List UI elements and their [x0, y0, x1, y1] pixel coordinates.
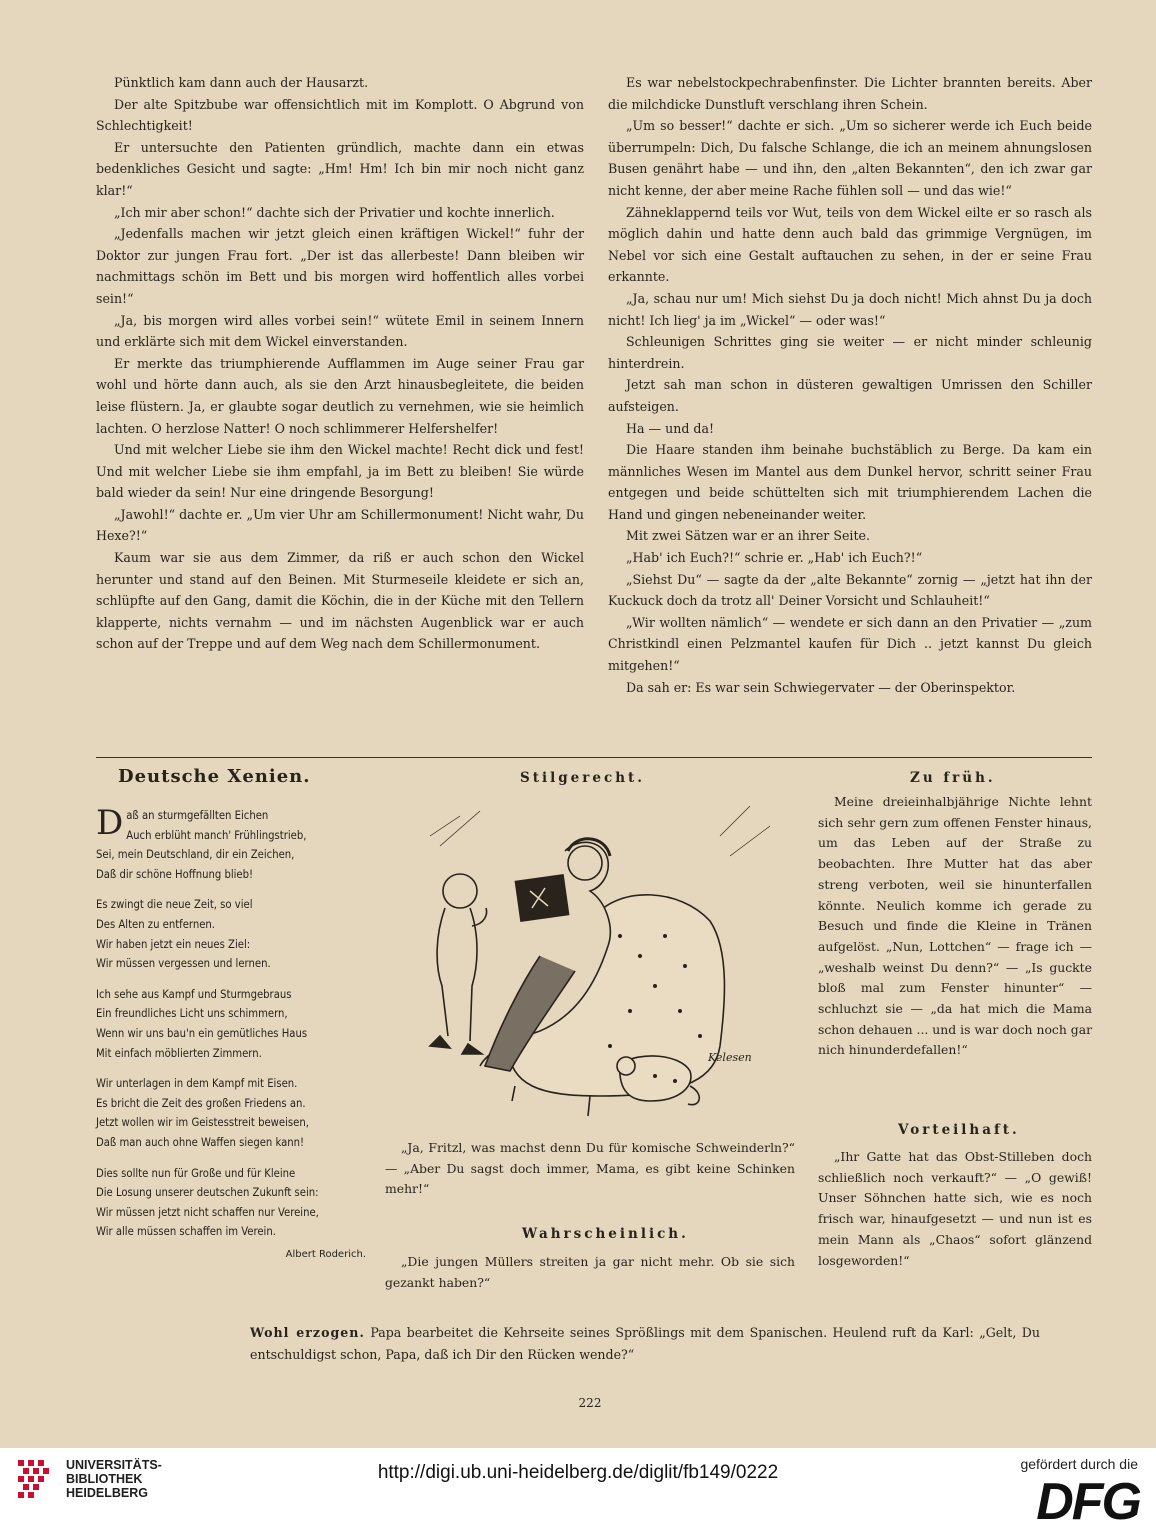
slate-board [515, 875, 568, 921]
wohl-erzogen-text: Papa bearbeitet die Kehrseite seines Sprößlings mit dem Spanischen. Heulend ruft da Karl: „Gelt, Du entschuldigst schon, Papa, daß ich Dir den Rücken wende?“ [250, 1325, 1040, 1362]
xenien-stanza [96, 1074, 366, 1152]
xenien-line: Auch erblüht manch' Frühlingstrieb, [126, 828, 307, 842]
xenien-stanzas [96, 803, 366, 1242]
story-paragraph: „Jawohl!“ dachte er. „Um vier Uhr am Schillermonument! Nicht wahr, Du Hexe?!“ [96, 506, 584, 544]
zu-frueh-text: Meine dreieinhalbjährige Nichte lehnt sich sehr gern zum offenen Fenster hinaus, um das Leben auf der Straße zu beobachten. Ihre Mutter hat das aber streng verboten, weil sie hinunterfallen könnte. Neulich komme ich gerade zu Besuch und finde die Kleine in Tränen aufgelöst. „Nun, Lottchen“ — frage ich — „weshalb weinst Du denn?“ — „Is guckte bloß mal zum Fenster hinunter“ — schluchzt sie — „da hat mich die Mama schon dehauen ... und is war doch noch gar nich hinunderdefallen!“ [818, 794, 1093, 1058]
wahrscheinlich-text: „Die jungen Müllers streiten ja gar nicht mehr. Ob sie sich gezankt haben?“ [385, 1254, 795, 1290]
xenien-title: Deutsche Xenien. [118, 766, 311, 787]
stilgerecht-caption: „Ja, Fritzl, was machst denn Du für komische Schweinderln?“ — „Aber Du sagst doch immer, Mama, es gibt keine Schinken mehr!“ [385, 1140, 795, 1197]
xenien-line: Ein freundliches Licht uns schimmern, [96, 1007, 288, 1021]
xenien-line: Sei, mein Deutschland, dir ein Zeichen, [96, 848, 295, 862]
story-paragraph: Es war nebelstockpechrabenfinster. Die Lichter brannten bereits. Aber die milchdicke Dunstluft verschlang ihren Schein. [608, 75, 1092, 112]
story-paragraph: Kaum war sie aus dem Zimmer, da riß er auch schon den Wickel herunter und stand auf den Beinen. Mit Sturmeseile kleidete er sich an, schlüpfte auf den Gang, damit die Köchin, die in der Küche mit den Tellern klapperte, nichts vernahm — und im nächsten Augenblick war er auch schon auf der Treppe und auf dem Weg nach dem Schillermonument. [96, 550, 584, 652]
xenien-line: Wir müssen vergessen und lernen. [96, 957, 271, 971]
story-paragraph: „Um so besser!“ dachte er sich. „Um so sicherer werde ich Euch beide überrumpeln: Dich, Du falsche Schlange, die ich an meinem ahnungslosen Busen genährt habe — und ihn, den „alten Bekannten“, den ich zwar gar nicht kenne, der aber meine Rache fühlen soll — und das wie!“ [608, 118, 1092, 198]
xenien-line: Wir unterlagen in dem Kampf mit Eisen. [96, 1077, 298, 1091]
child-figure [443, 874, 477, 908]
xenien-line: Ich sehe aus Kampf und Sturmgebraus [96, 987, 292, 1001]
xenien-stanza [96, 985, 366, 1063]
story-column-right [608, 72, 1092, 698]
digitization-footer [0, 1448, 1156, 1536]
xenien-stanza [96, 895, 366, 973]
story-paragraph: „Wir wollten nämlich“ — wendete er sich dann an den Privatier — „zum Christkindl einen Pelzmantel kaufen für Dich .. jetzt kannst Du gleich mitgehen!“ [608, 614, 1092, 674]
story-paragraph: Zähneklappernd teils vor Wut, teils von dem Wickel eilte er so rasch als möglich dahin und hatte denn auch bald das grimmige Vergnügen, im Nebel vor sich eine Gestalt auftauchen zu sehen, in der er seine Frau erkannte. [608, 204, 1092, 285]
story-paragraph: Schleunigen Schrittes ging sie weiter — er nicht minder schleunig hinterdrein. [608, 334, 1092, 371]
funding-label: gefördert durch die [1020, 1456, 1138, 1472]
story-paragraph: Der alte Spitzbube war offensichtlich mit im Komplott. O Abgrund von Schlechtigkeit! [96, 96, 584, 134]
xenien-line: Daß man auch ohne Waffen siegen kann! [96, 1135, 305, 1149]
story-paragraph: Pünktlich kam dann auch der Hausarzt. [114, 75, 369, 90]
section-divider [96, 757, 1092, 758]
xenien-stanza [96, 1164, 366, 1242]
story-paragraph: „Ja, bis morgen wird alles vorbei sein!“ wütete Emil in seinem Innern und erklärte sich mit dem Wickel einverstanden. [96, 312, 584, 350]
xenien-line: Wenn wir uns bau'n ein gemütliches Haus [96, 1026, 308, 1040]
xenien-line: Wir alle müssen schaffen im Verein. [96, 1225, 276, 1239]
story-paragraph: Die Haare standen ihm beinahe buchstäblich zu Berge. Da kam ein männliches Wesen im Mantel aus dem Dunkel hervor, schritt seiner Frau entgegen und beide schüttelten sich mit triumphierendem Lachen die Hand und gingen nebeneinander weiter. [608, 442, 1092, 522]
xenien-line: Es zwingt die neue Zeit, so viel [96, 898, 253, 912]
source-url-link[interactable]: http://digi.ub.uni-heidelberg.de/diglit/fb149/0222 [377, 1462, 779, 1483]
xenien-line: Die Losung unserer deutschen Zukunft sein: [96, 1186, 319, 1200]
xenien-poem [96, 803, 366, 1260]
xenien-line: Mit einfach möblierten Zimmern. [96, 1046, 262, 1060]
xenien-line: Wir müssen jetzt nicht schaffen nur Vereine, [96, 1205, 319, 1219]
xenien-line: aß an sturmgefällten Eichen [126, 809, 269, 822]
story-paragraph: „Siehst Du“ — sagte da der „alte Bekannte“ zornig — „jetzt hat ihn der Kuckuck doch da trotz all' Deiner Vorsicht und Schlauheit!“ [608, 571, 1092, 609]
vorteilhaft-title: Vorteilhaft. [898, 1122, 1020, 1138]
story-paragraph: „Jedenfalls machen wir jetzt gleich einen kräftigen Wickel!“ fuhr der Doktor zur jungen Frau fort. „Der ist das allerbeste! Dann bleiben wir nachmittags schön im Bett und bis morgen wird hoffentlich alles vorbei sein!“ [96, 226, 584, 306]
story-paragraph: „Ich mir aber schon!“ dachte sich der Privatier und kochte innerlich. [114, 204, 555, 220]
story-paragraph: „Ja, schau nur um! Mich siehst Du ja doch nicht! Mich ahnst Du ja doch nicht! Ich lieg' ja im „Wickel“ — oder was!“ [608, 290, 1092, 328]
story-paragraph: Ha — und da! [626, 420, 715, 436]
library-name: UNIVERSITÄTS- BIBLIOTHEK HEIDELBERG [66, 1458, 162, 1500]
wohl-erzogen-anecdote [250, 1322, 1040, 1365]
artist-signature: Kelesen [708, 1051, 752, 1064]
zu-frueh-title: Zu früh. [910, 770, 996, 786]
wahrscheinlich-title: Wahrscheinlich. [522, 1226, 689, 1242]
stilgerecht-title: Stilgerecht. [520, 770, 645, 786]
page-number: 222 [578, 1396, 602, 1410]
story-paragraph: Mit zwei Sätzen war er an ihrer Seite. [626, 528, 870, 544]
xenien-dropcap: D [96, 803, 124, 843]
story-paragraph: Jetzt sah man schon in düsteren gewaltigen Umrissen den Schiller aufsteigen. [608, 377, 1092, 414]
wohl-erzogen-label: Wohl erzogen. [250, 1325, 365, 1340]
vorteilhaft-text: „Ihr Gatte hat das Obst-Stilleben doch schließlich noch verkauft?“ — „O gewiß! Unser Söhnchen hatte sich, wie es noch frisch war, hinaufgesetzt — und nun ist es mein Mann als „Chaos“ sofort glänzend losgeworden!“ [818, 1149, 1092, 1268]
xenien-line: Dies sollte nun für Große und für Kleine [96, 1166, 296, 1180]
story-paragraph: Er untersuchte den Patienten gründlich, machte dann ein etwas bedenkliches Gesicht und sagte: „Hm! Hm! Ich bin mir noch nicht ganz klar!“ [96, 139, 584, 198]
xenien-line: Des Alten zu entfernen. [96, 917, 215, 931]
xenien-stanza [96, 803, 366, 884]
xenien-author: Albert Roderich. [285, 1248, 366, 1260]
xenien-line: Daß dir schöne Hoffnung blieb! [96, 867, 254, 881]
story-paragraph: „Hab' ich Euch?!“ schrie er. „Hab' ich Euch?!“ [626, 550, 923, 566]
story-column-left [96, 72, 584, 655]
story-paragraph: Und mit welcher Liebe sie ihm den Wickel machte! Recht dick und fest! Und mit welcher Liebe sie ihm empfahl, ja im Bett zu bleiben! Sie würde bald wieder da sein! Nur eine dringende Besorgung! [96, 442, 584, 501]
dfg-logo: DFG [1036, 1473, 1140, 1531]
xenien-line: Es bricht die Zeit des großen Friedens an. [96, 1096, 306, 1110]
story-paragraph: Da sah er: Es war sein Schwiegervater — der Oberinspektor. [626, 679, 1016, 695]
illustration-mother-child-chair [390, 796, 790, 1126]
story-paragraph: Er merkte das triumphierende Aufflammen im Auge seiner Frau gar wohl und hörte dann auch, als sie den Arzt hinausbegleitete, die beiden leise flüstern. Ja, er glaubte sogar deutlich zu vernehmen, wie sie heimlich lachten. O herzlose Natter! O noch schlimmerer Helfershelfer! [96, 355, 584, 436]
xenien-line: Jetzt wollen wir im Geistesstreit beweisen, [96, 1116, 309, 1130]
xenien-line: Wir haben jetzt ein neues Ziel: [96, 937, 251, 951]
